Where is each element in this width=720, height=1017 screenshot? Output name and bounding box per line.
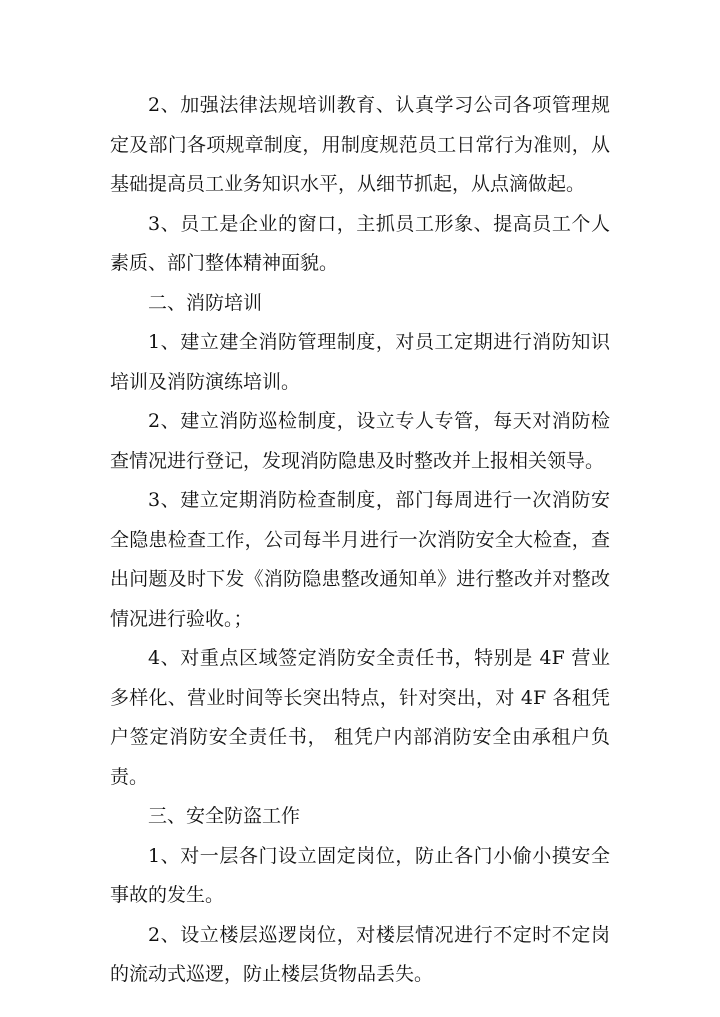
paragraph-8: 2、设立楼层巡逻岗位，对楼层情况进行不定时不定岗的流动式巡逻，防止楼层货物品丢失。 — [110, 923, 610, 985]
paragraph-2: 3、员工是企业的窗口，主抓员工形象、提高员工个人素质、部门整体精神面貌。 — [110, 212, 610, 274]
paragraph-1: 2、加强法律法规培训教育、认真学习公司各项管理规定及部门各项规章制度，用制度规范员工日常行为准则，从基础提高员工业务知识水平，从细节抓起，从点滴做起。 — [110, 94, 610, 195]
paragraph-3: 1、建立建全消防管理制度，对员工定期进行消防知识培训及消防演练培训。 — [110, 331, 610, 393]
section-heading-anti-theft: 三、安全防盗工作 — [148, 805, 301, 827]
document-body — [110, 86, 610, 995]
paragraph-5: 3、建立定期消防检查制度，部门每周进行一次消防安全隐患检查工作，公司每半月进行一次消防安全大检查，查出问题及时下发《消防隐患整改通知单》进行整改并对整改情况进行验收。； — [110, 489, 610, 630]
section-heading-fire-training: 二、消防培训 — [148, 291, 263, 314]
paragraph-7: 1、对一层各门设立固定岗位，防止各门小偷小摸安全事故的发生。 — [110, 844, 610, 906]
paragraph-4: 2、建立消防巡检制度，设立专人专管，每天对消防检查情况进行登记，发现消防隐患及时整改并上报相关领导。 — [110, 410, 610, 472]
paragraph-6: 4、对重点区域签定消防安全责任书，特别是 4F 营业多样化、营业时间等长突出特点，针对突出，对 4F 各租凭户签定消防安全责任书， 租凭户内部消防安全由承租户负责。 — [110, 647, 610, 788]
